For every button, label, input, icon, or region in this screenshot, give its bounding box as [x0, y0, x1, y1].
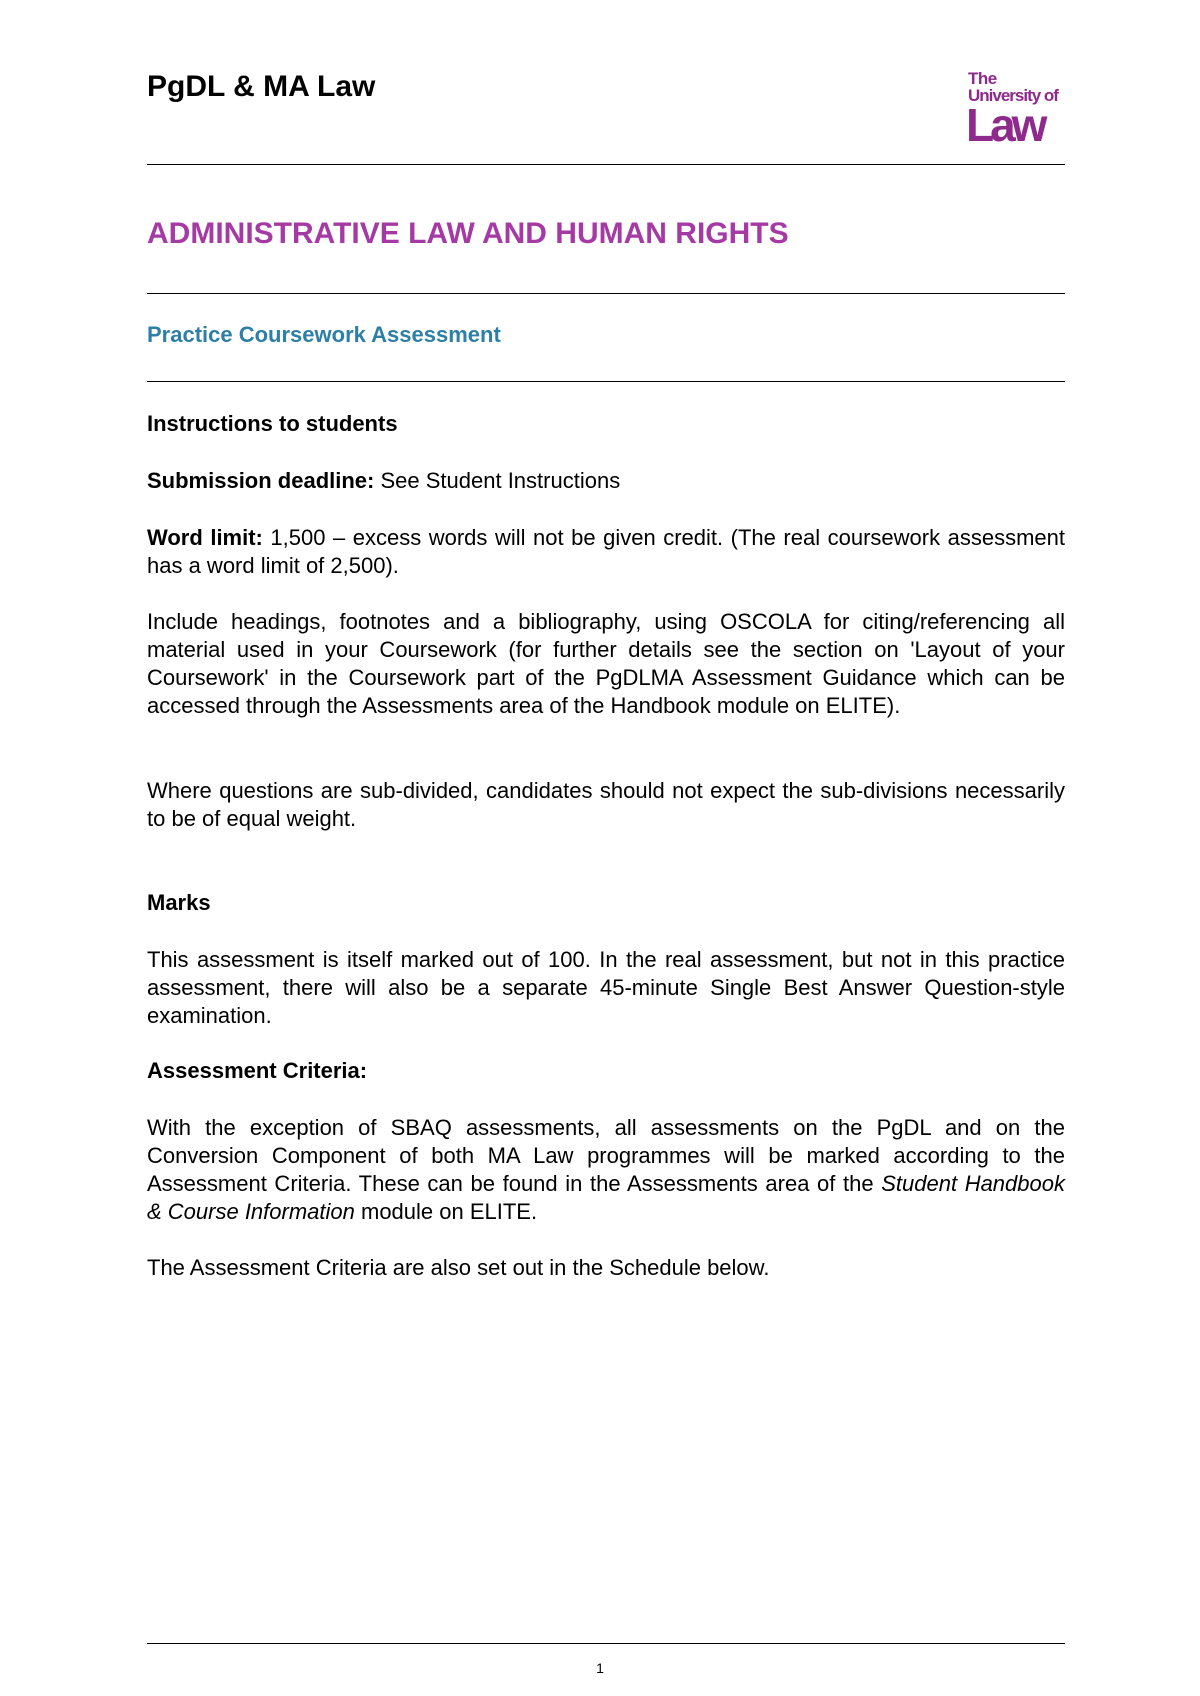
criteria-text-before: With the exception of SBAQ assessments, all assessments on the PgDL and on the Conversion Component of both MA Law programmes will be marked according to the Assessment Criteria. These can be found in the Assessments area of the [147, 1115, 1065, 1196]
criteria-text-after: module on ELITE. [354, 1199, 538, 1224]
title-divider [147, 293, 1065, 294]
include-headings-paragraph: Include headings, footnotes and a bibliography, using OSCOLA for citing/referencing all material used in your Coursework (for further details see the section on 'Layout of your Coursework' in the Coursework part of the PgDLMA Assessment Guidance which can be accessed through the Assessments area of the Handbook module on ELITE). [147, 609, 1065, 718]
assessment-criteria-paragraph [147, 1114, 1065, 1226]
instructions-heading: Instructions to students [147, 411, 398, 436]
submission-deadline-line [147, 467, 1065, 495]
schedule-paragraph: The Assessment Criteria are also set out in the Schedule below. [147, 1255, 770, 1280]
sub-divided-paragraph: Where questions are sub-divided, candidates should not expect the sub-divisions necessarily to be of equal weight. [147, 778, 1065, 831]
logo-line-university-of: University of [968, 86, 1058, 105]
document-title: ADMINISTRATIVE LAW AND HUMAN RIGHTS [147, 217, 789, 250]
university-of-law-logo [966, 69, 1064, 151]
assessment-criteria-heading: Assessment Criteria: [147, 1058, 368, 1083]
marks-heading: Marks [147, 890, 211, 915]
word-limit-label: Word limit: [147, 525, 263, 550]
document-subtitle: Practice Coursework Assessment [147, 322, 501, 347]
page-number: 1 [596, 1660, 604, 1676]
header-title: PgDL & MA Law [147, 70, 376, 103]
marks-paragraph: This assessment is itself marked out of 100. In the real assessment, but not in this practice assessment, there will also be a separate 45-minute Single Best Answer Question-style examination. [147, 947, 1065, 1028]
word-limit-paragraph [147, 524, 1065, 580]
criteria-text-italic: Student Handbook & Course Information [147, 1171, 1065, 1224]
logo-line-the: The [968, 69, 997, 88]
submission-deadline-value: See Student Instructions [374, 468, 621, 493]
subtitle-divider [147, 381, 1065, 382]
footer-divider [147, 1643, 1065, 1644]
header-divider [147, 164, 1065, 165]
submission-deadline-label: Submission deadline: [147, 468, 375, 493]
word-limit-value: 1,500 – excess words will not be given credit. (The real coursework assessment has a word limit of 2,500). [147, 525, 1066, 578]
logo-line-law: Law [966, 99, 1044, 151]
